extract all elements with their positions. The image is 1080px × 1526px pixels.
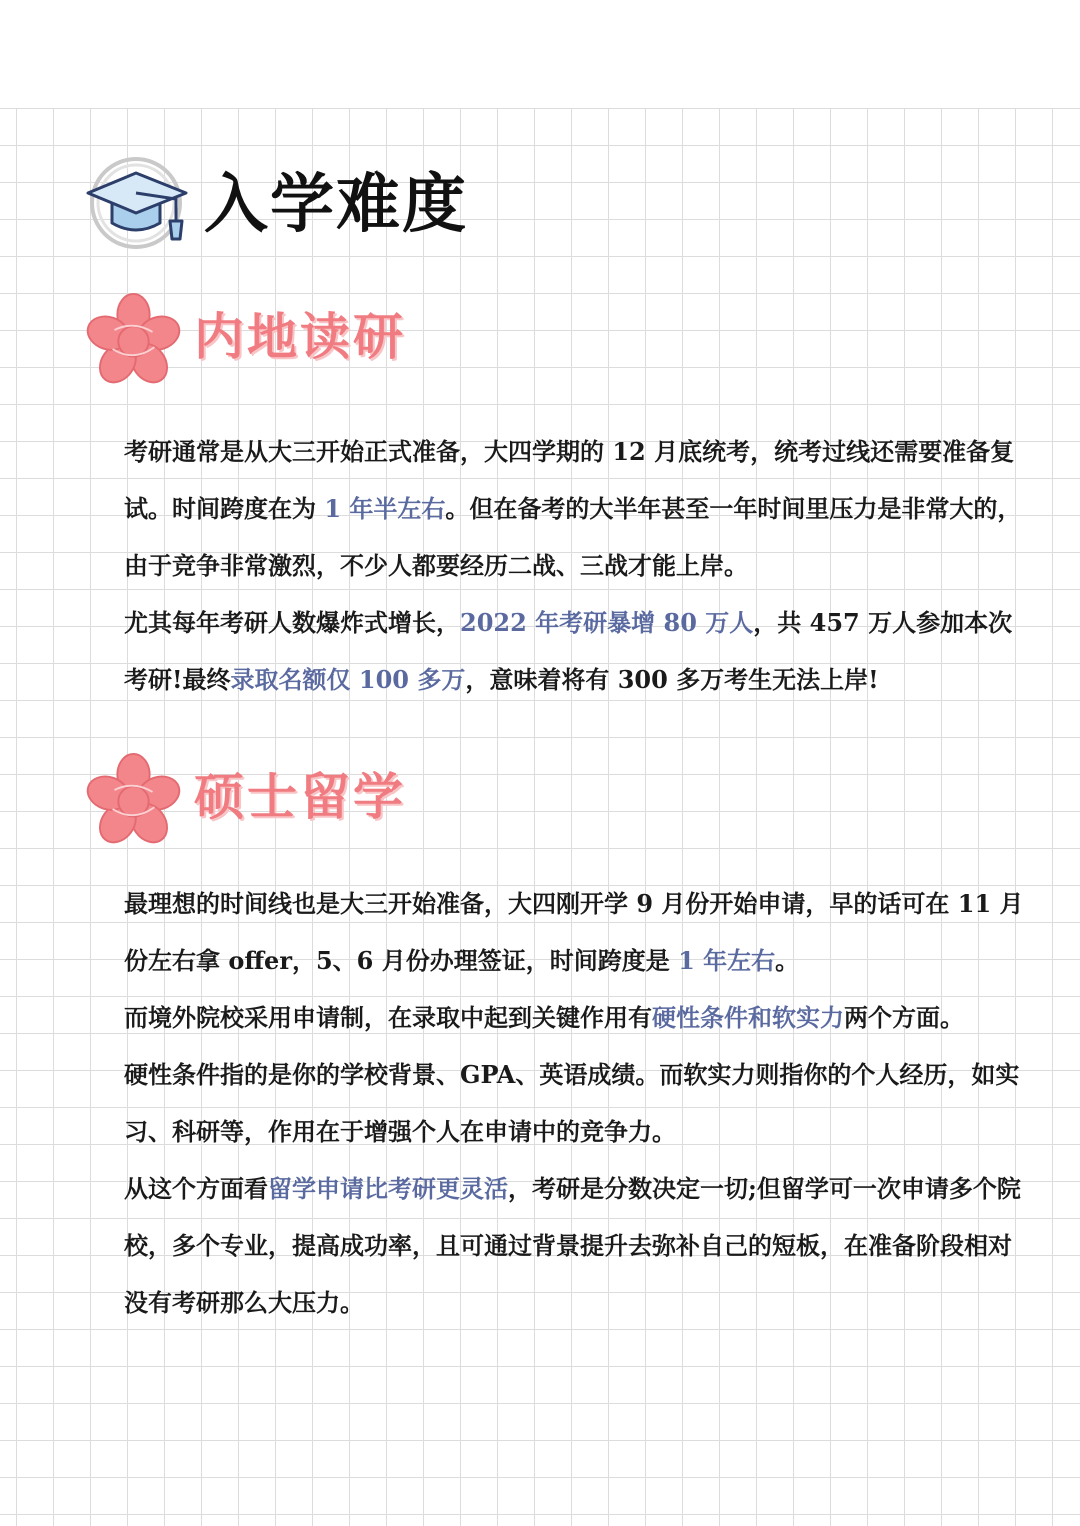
paragraph: 而境外院校采用申请制，在录取中起到关键作用有硬性条件和软实力两个方面。 [124,1003,964,1032]
paragraph: 尤其每年考研人数爆炸式增长，2022 年考研暴增 80 万人，共 457 万人参加本次考研!最终录取名额仅 100 多万，意味着将有 300 多万考生无法上岸! [124,608,1013,694]
graduation-cap-icon [84,155,194,255]
highlight-text: 录取名额仅 100 多万 [230,665,466,694]
highlight-text: 留学申请比考研更灵活 [268,1174,508,1203]
page-title: 入学难度 [204,168,468,242]
highlight-text: 1 年左右 [678,946,776,975]
section-body-overseas [124,875,1024,1331]
paragraph: 考研通常是从大三开始正式准备，大四学期的 12 月底统考，统考过线还需要准备复试。时间跨度在为 1 年半左右。但在备考的大半年甚至一年时间里压力是非常大的，由于竞争非常激烈，不少人都要经历二战、三战才能上岸。 [124,437,1022,580]
highlight-text: 1 年半左右 [324,494,446,523]
paragraph: 从这个方面看留学申请比考研更灵活，考研是分数决定一切;但留学可一次申请多个院校，多个专业，提高成功率，且可通过背景提升去弥补自己的短板，在准备阶段相对没有考研那么大压力。 [124,1174,1021,1317]
section-title: 内地读研 [194,308,406,366]
paragraph: 最理想的时间线也是大三开始准备，大四刚开学 9 月份开始申请，早的话可在 11 月份左右拿 offer，5、6 月份办理签证，时间跨度是 1 年左右。 [124,889,1024,975]
highlight-text: 2022 年考研暴增 80 万人 [460,608,754,637]
paragraph: 硬性条件指的是你的学校背景、GPA、英语成绩。而软实力则指你的个人经历，如实习、科研等，作用在于增强个人在申请中的竞争力。 [124,1060,1020,1146]
title-header [84,155,584,255]
section-heading-overseas [86,752,586,852]
highlight-text: 硬性条件和软实力 [652,1003,844,1032]
section-title: 硕士留学 [194,768,406,826]
flower-icon [86,752,181,847]
section-body-mainland [124,423,1024,708]
section-heading-mainland [86,292,586,392]
flower-icon [86,292,181,387]
